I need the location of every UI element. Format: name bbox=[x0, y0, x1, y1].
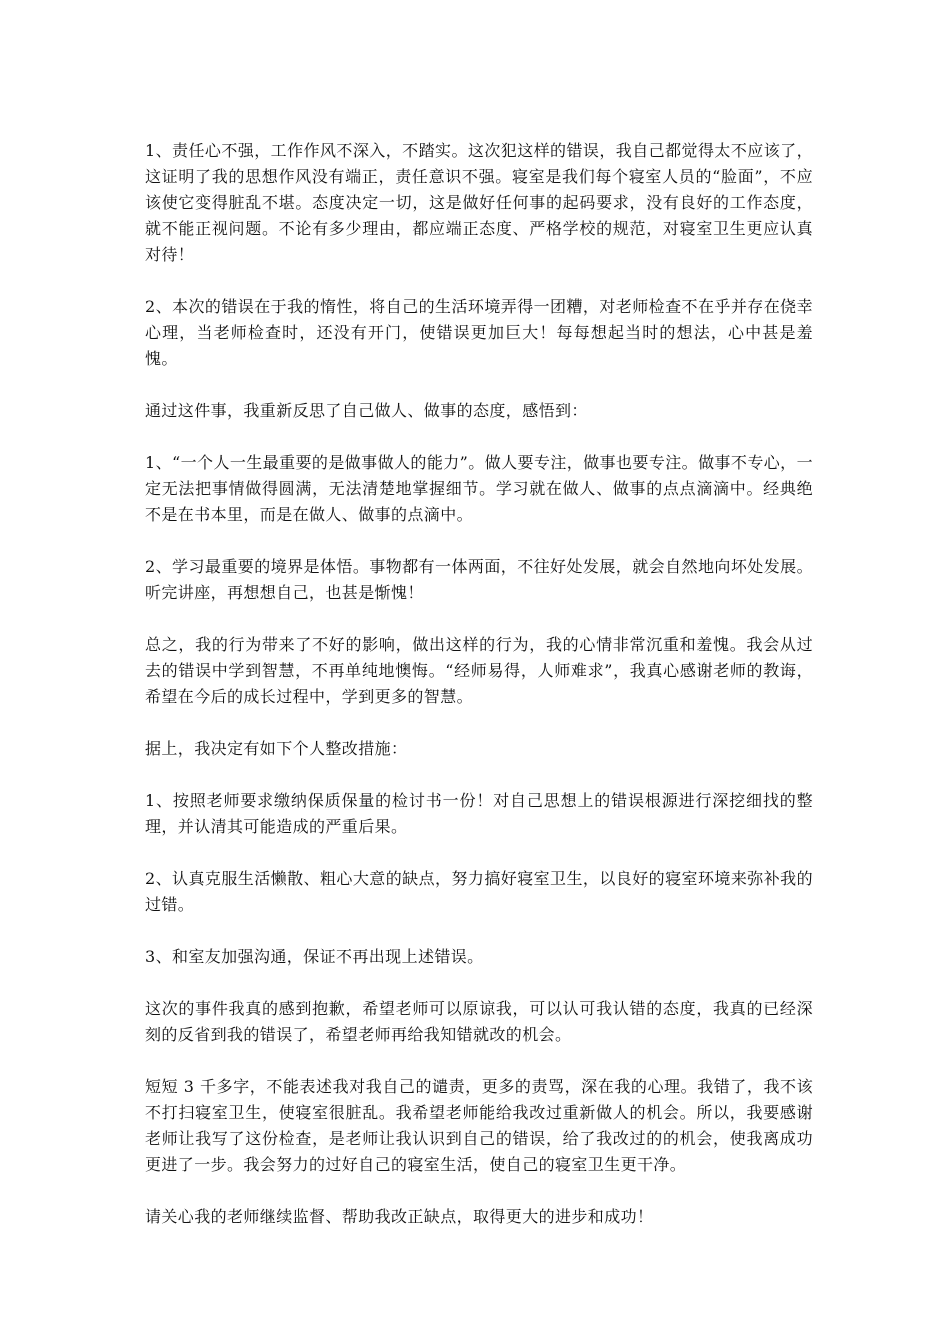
paragraph-measure-1: 1、按照老师要求缴纳保质保量的检讨书一份！对自己思想上的错误根源进行深挖细找的整理，并认清其可能造成的严重后果。 bbox=[145, 791, 813, 836]
paragraph-laziness: 2、本次的错误在于我的惰性，将自己的生活环境弄得一团糟，对老师检查不在乎并存在侥幸心理，当老师检查时，还没有开门，使错误更加巨大！每每想起当时的想法，心中甚是羞愧。 bbox=[145, 297, 813, 368]
paragraph-measure-3: 3、和室友加强沟通，保证不再出现上述错误。 bbox=[145, 947, 484, 966]
paragraph-closing: 请关心我的老师继续监督、帮助我改正缺点，取得更大的进步和成功！ bbox=[145, 1207, 654, 1226]
paragraph-reflection-intro: 通过这件事，我重新反思了自己做人、做事的态度，感悟到： bbox=[145, 401, 588, 420]
paragraph-insight-1: 1、“一个人一生最重要的是做事做人的能力”。做人要专注，做事也要专注。做事不专心，一定无法把事情做得圆满，无法清楚地掌握细节。学习就在做人、做事的点点滴滴中。经典绝不是在书本里，而是在做人、做事的点滴中。 bbox=[145, 453, 813, 524]
paragraph-measures-intro: 据上，我决定有如下个人整改措施： bbox=[145, 739, 408, 758]
paragraph-summary: 总之，我的行为带来了不好的影响，做出这样的行为，我的心情非常沉重和羞愧。我会从过去的错误中学到智慧，不再单纯地懊悔。“经师易得，人师难求”，我真心感谢老师的教诲，希望在今后的成长过程中，学到更多的智慧。 bbox=[145, 635, 813, 706]
paragraph-insight-2: 2、学习最重要的境界是体悟。事物都有一体两面，不往好处发展，就会自然地向坏处发展。听完讲座，再想想自己，也甚是惭愧！ bbox=[145, 557, 813, 602]
document-body bbox=[145, 138, 813, 1256]
paragraph-responsibility: 1、责任心不强，工作作风不深入，不踏实。这次犯这样的错误，我自己都觉得太不应该了，这证明了我的思想作风没有端正，责任意识不强。寝室是我们每个寝室人员的“脸面”，不应该使它变得脏乱不堪。态度决定一切，这是做好任何事的起码要求，没有良好的工作态度，就不能正视问题。不论有多少理由，都应端正态度、严格学校的规范，对寝室卫生更应认真对待！ bbox=[145, 141, 813, 264]
paragraph-measure-2: 2、认真克服生活懒散、粗心大意的缺点，努力搞好寝室卫生，以良好的寝室环境来弥补我的过错。 bbox=[145, 869, 813, 914]
paragraph-apology: 这次的事件我真的感到抱歉，希望老师可以原谅我，可以认可我认错的态度，我真的已经深刻的反省到我的错误了，希望老师再给我知错就改的机会。 bbox=[145, 999, 813, 1044]
paragraph-self-criticism: 短短 3 千多字，不能表述我对我自己的谴责，更多的责骂，深在我的心理。我错了，我不该不打扫寝室卫生，使寝室很脏乱。我希望老师能给我改过重新做人的机会。所以，我要感谢老师让我写了这份检查，是老师让我认识到自己的错误，给了我改过的的机会，使我离成功更进了一步。我会努力的过好自己的寝室生活，使自己的寝室卫生更干净。 bbox=[145, 1077, 813, 1174]
